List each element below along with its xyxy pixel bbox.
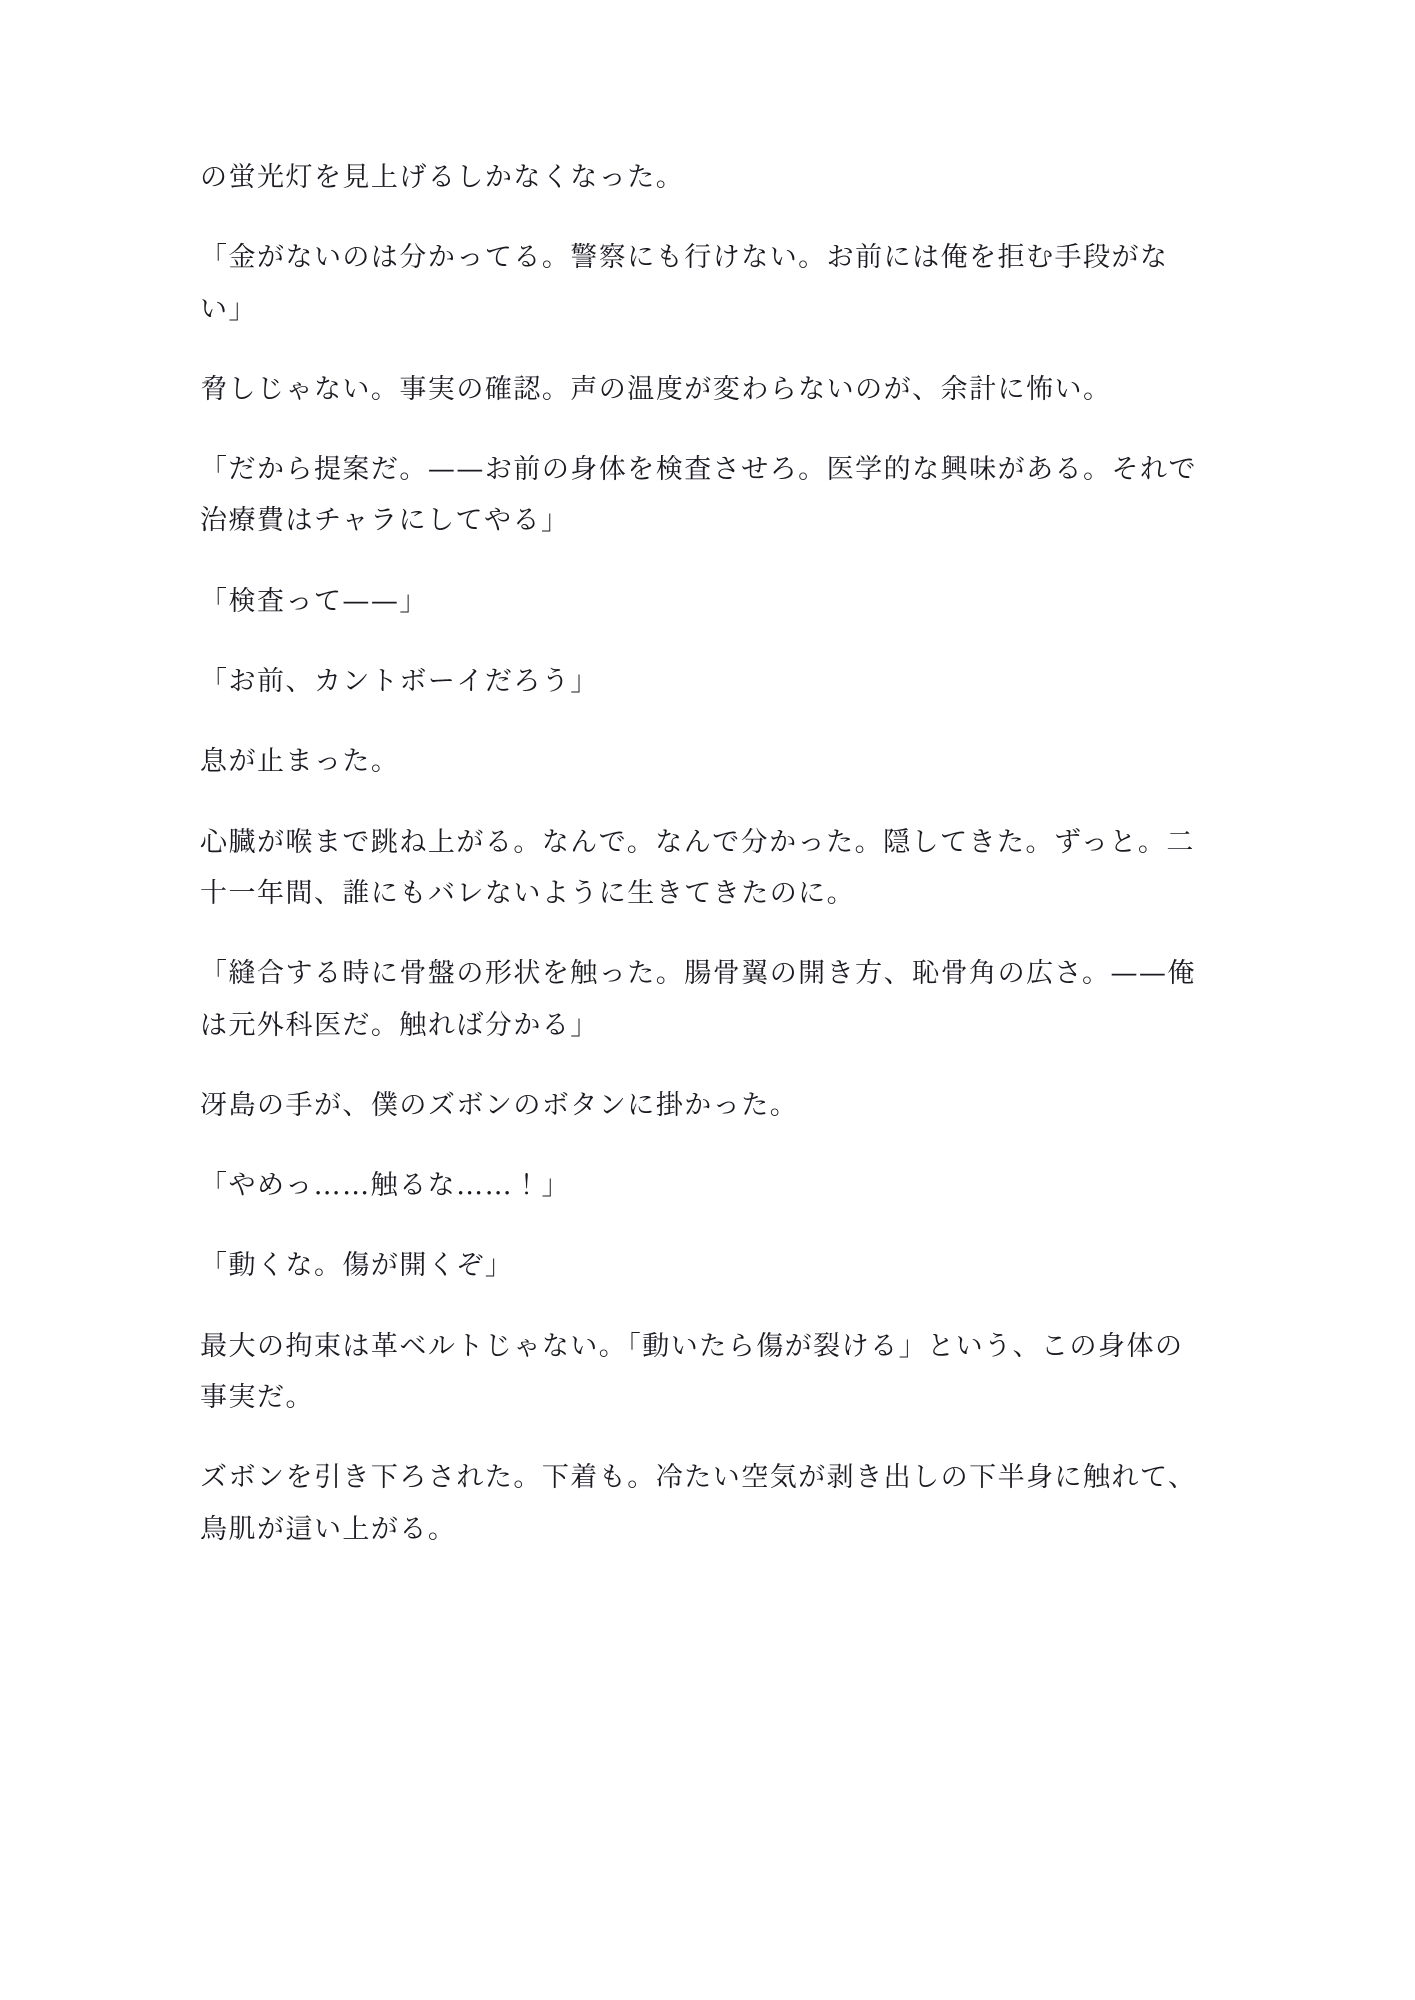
paragraph: 「金がないのは分かってる。警察にも行けない。お前には俺を拒む手段がない」 (200, 242, 1169, 325)
paragraph: 「縫合する時に骨盤の形状を触った。腸骨翼の開き方、恥骨角の広さ。——俺は元外科医だ。触れば分かる」 (200, 958, 1196, 1041)
text-column (200, 152, 1200, 1555)
paragraph: 「だから提案だ。——お前の身体を検査させろ。医学的な興味がある。それで治療費はチャラにしてやる」 (200, 454, 1197, 537)
paragraph: 「やめっ……触るな……！」 (200, 1170, 571, 1202)
paragraph: の蛍光灯を見上げるしかなくなった。 (200, 162, 685, 193)
paragraph: ズボンを引き下ろされた。下着も。冷たい空気が剥き出しの下半身に触れて、鳥肌が這い上がる。 (200, 1462, 1197, 1545)
paragraph: 心臓が喉まで跳ね上がる。なんで。なんで分かった。隠してきた。ずっと。二十一年間、誰にもバレないように生きてきたのに。 (200, 826, 1195, 909)
paragraph: 冴島の手が、僕のズボンのボタンに掛かった。 (200, 1089, 799, 1121)
paragraph: 「検査って——」 (200, 585, 428, 617)
paragraph: 息が止まった。 (200, 746, 400, 778)
paragraph: 脅しじゃない。事実の確認。声の温度が変わらないのが、余計に怖い。 (200, 373, 1112, 405)
paragraph: 最大の拘束は革ベルトじゃない。「動いたら傷が裂ける」という、この身体の事実だ。 (200, 1330, 1184, 1414)
paragraph: 「動くな。傷が開くぞ」 (200, 1250, 514, 1282)
paragraph: 「お前、カントボーイだろう」 (200, 666, 599, 698)
